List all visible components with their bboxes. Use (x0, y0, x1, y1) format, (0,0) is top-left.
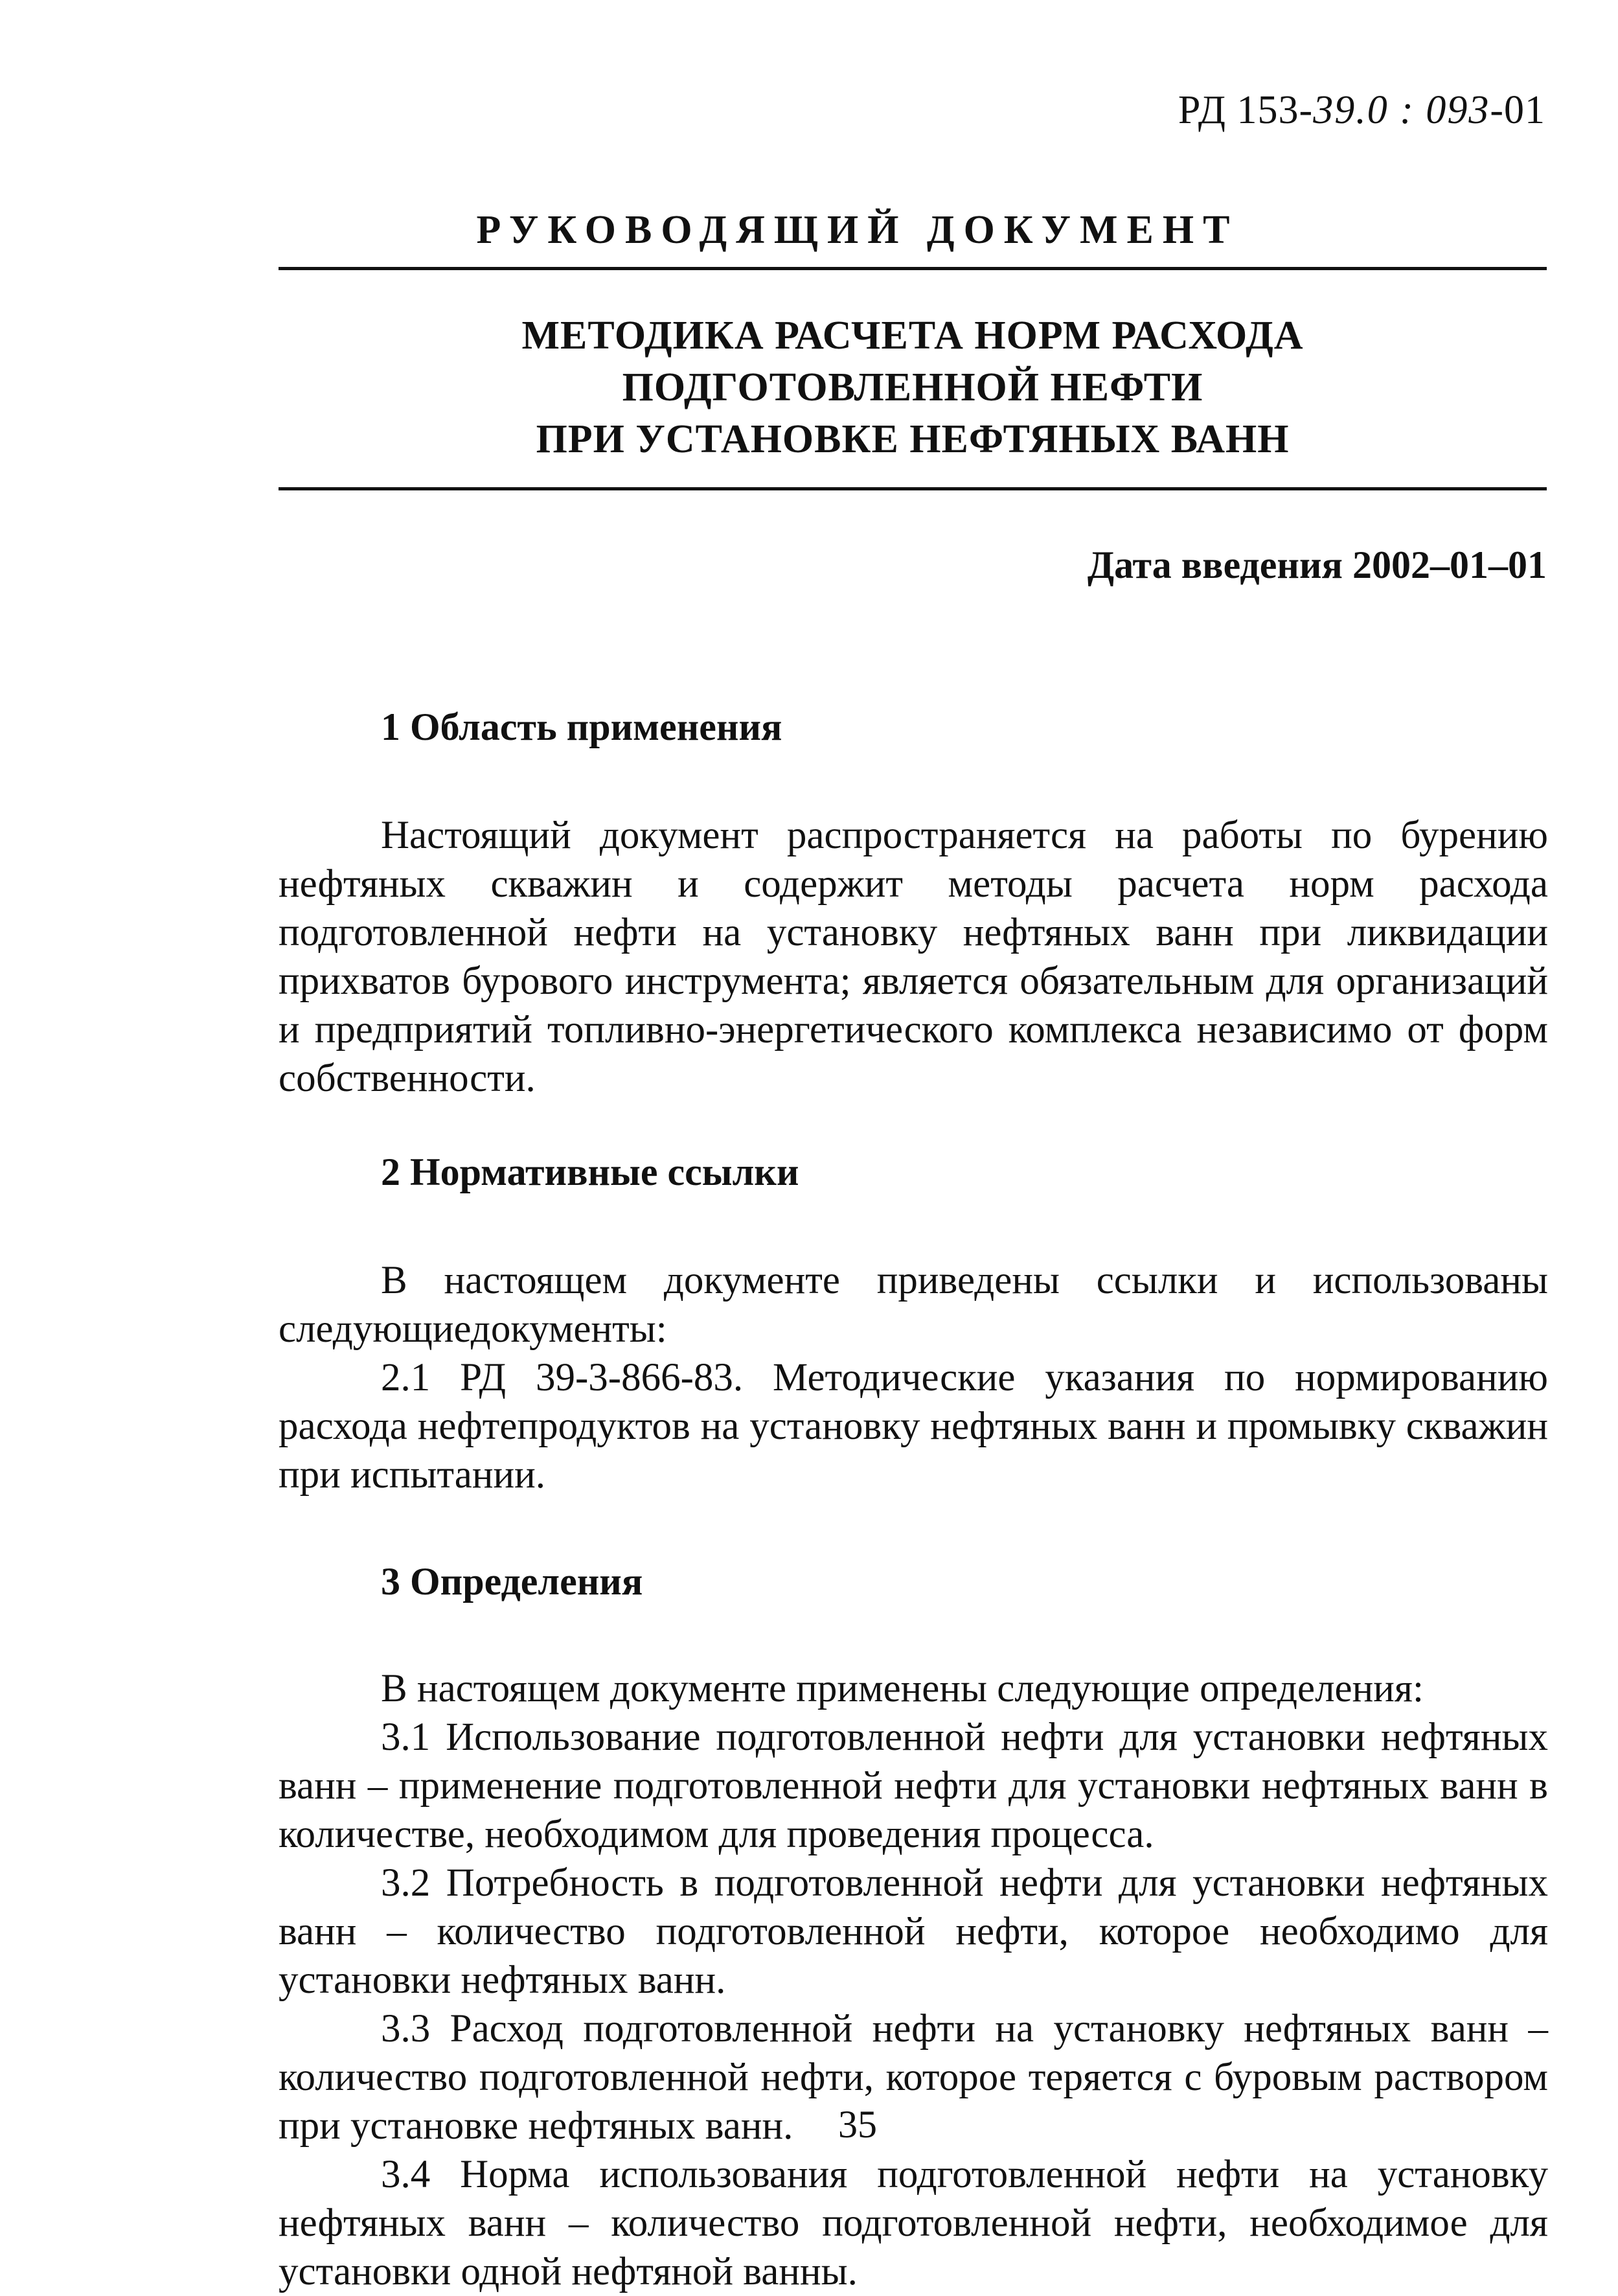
top-divider-line (279, 267, 1547, 270)
definition-3-2: 3.2 Потребность в подготовленной нефти для установки нефтяных ванн – количество подготовленной нефти, которое необходимо для установки нефтяных ванн. (279, 1861, 1548, 2002)
document-title-line-3: ПРИ УСТАНОВКЕ НЕФТЯНЫХ ВАНН (536, 417, 1290, 461)
document-title (279, 310, 1547, 465)
section-heading-definitions: 3 Определения (381, 1560, 643, 1603)
document-number-prefix: РД 153- (1178, 88, 1314, 132)
introduction-date: Дата введения 2002–01–01 (1087, 544, 1547, 586)
document-body (279, 703, 1548, 2296)
bottom-divider-line (279, 487, 1547, 490)
document-number-handwritten: 39.0 : 093 (1313, 88, 1490, 132)
references-intro-paragraph: В настоящем документе приведены ссылки и использованы следующиедокументы: (279, 1259, 1548, 1351)
definition-3-3: 3.3 Расход подготовленной нефти на установку нефтяных ванн –количество подготовленной нефти, которое теряется с буровым раствором при установке нефтяных ванн. (279, 2007, 1548, 2148)
definitions-intro-paragraph: В настоящем документе применены следующие определения: (381, 1667, 1424, 1710)
section-heading-scope: 1 Область применения (381, 706, 782, 748)
document-type-heading: РУКОВОДЯЩИЙ ДОКУМЕНТ (476, 208, 1239, 252)
references-item-2-1: 2.1 РД 39-3-866-83. Методические указания по нормированию расхода нефтепродуктов на установку нефтяных ванн и промывку скважин при испытании. (279, 1356, 1548, 1497)
document-number (1178, 87, 1545, 133)
scope-paragraph: Настоящий документ распространяется на работы по бурению нефтяных скважин и содержит методы расчета норм расхода подготовленной нефти на установку нефтяных ванн при ликвидации прихватов бурового инструмента; является обязательным для организаций и предприятий топливно-энергетического комплекса независимо от форм собственности. (279, 814, 1548, 1100)
section-heading-references: 2 Нормативные ссылки (381, 1151, 799, 1193)
document-number-suffix: -01 (1490, 88, 1545, 132)
definition-3-4: 3.4 Норма использования подготовленной нефти на установку нефтяных ванн – количество подготовленной нефти, необходимое для установки одной нефтяной ванны. (279, 2153, 1548, 2293)
definition-3-1: 3.1 Использование подготовленной нефти для установки нефтяных ванн – применение подготовленной нефти для установки нефтяных ванн в количестве, необходимом для проведения процесса. (279, 1716, 1548, 1856)
document-title-line-2: ПОДГОТОВЛЕННОЙ НЕФТИ (622, 365, 1203, 409)
page-number: 35 (838, 2103, 877, 2146)
document-title-line-1: МЕТОДИКА РАСЧЕТА НОРМ РАСХОДА (521, 314, 1304, 358)
